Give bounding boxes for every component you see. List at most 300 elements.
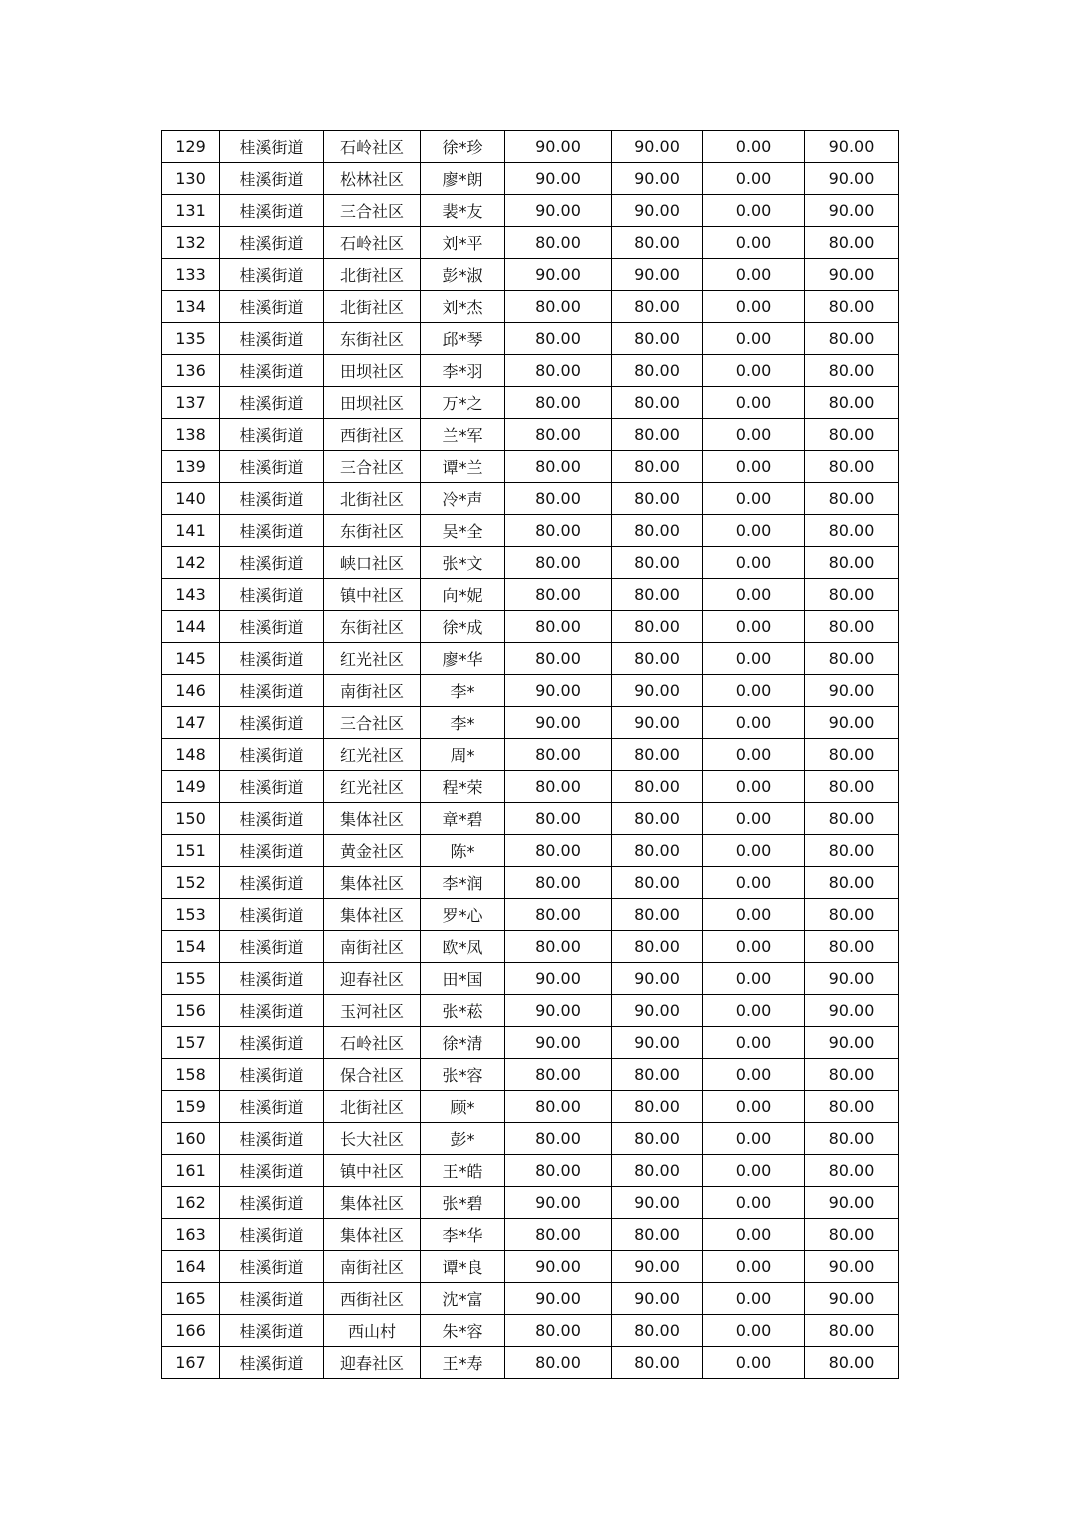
amount-cell-4: 90.00 — [805, 195, 899, 227]
community-cell: 东街社区 — [324, 611, 421, 643]
row-number-cell: 146 — [162, 675, 220, 707]
amount-cell-1: 80.00 — [505, 739, 612, 771]
amount-cell-3: 0.00 — [703, 707, 805, 739]
amount-cell-4: 80.00 — [805, 1091, 899, 1123]
row-number-cell: 150 — [162, 803, 220, 835]
amount-cell-2: 80.00 — [612, 931, 703, 963]
row-number-cell: 144 — [162, 611, 220, 643]
name-cell: 张*容 — [421, 1059, 505, 1091]
amount-cell-2: 80.00 — [612, 771, 703, 803]
amount-cell-2: 80.00 — [612, 1219, 703, 1251]
street-cell: 桂溪街道 — [220, 899, 324, 931]
community-cell: 西山村 — [324, 1315, 421, 1347]
name-cell: 朱*容 — [421, 1315, 505, 1347]
data-table — [161, 130, 899, 1379]
table-row — [162, 483, 899, 515]
amount-cell-2: 90.00 — [612, 675, 703, 707]
amount-cell-3: 0.00 — [703, 483, 805, 515]
amount-cell-4: 80.00 — [805, 355, 899, 387]
community-cell: 三合社区 — [324, 195, 421, 227]
amount-cell-3: 0.00 — [703, 323, 805, 355]
amount-cell-2: 80.00 — [612, 483, 703, 515]
amount-cell-1: 90.00 — [505, 707, 612, 739]
amount-cell-4: 90.00 — [805, 963, 899, 995]
amount-cell-2: 80.00 — [612, 515, 703, 547]
table-row — [162, 1315, 899, 1347]
amount-cell-4: 90.00 — [805, 995, 899, 1027]
amount-cell-3: 0.00 — [703, 227, 805, 259]
community-cell: 田坝社区 — [324, 355, 421, 387]
name-cell: 刘*平 — [421, 227, 505, 259]
amount-cell-1: 90.00 — [505, 995, 612, 1027]
amount-cell-2: 80.00 — [612, 1315, 703, 1347]
row-number-cell: 156 — [162, 995, 220, 1027]
name-cell: 徐*珍 — [421, 131, 505, 163]
name-cell: 向*妮 — [421, 579, 505, 611]
table-row — [162, 771, 899, 803]
amount-cell-4: 80.00 — [805, 1219, 899, 1251]
amount-cell-4: 90.00 — [805, 707, 899, 739]
community-cell: 玉河社区 — [324, 995, 421, 1027]
table-row — [162, 291, 899, 323]
amount-cell-1: 80.00 — [505, 291, 612, 323]
amount-cell-2: 80.00 — [612, 835, 703, 867]
community-cell: 集体社区 — [324, 899, 421, 931]
street-cell: 桂溪街道 — [220, 1123, 324, 1155]
street-cell: 桂溪街道 — [220, 483, 324, 515]
amount-cell-1: 80.00 — [505, 803, 612, 835]
name-cell: 彭* — [421, 1123, 505, 1155]
amount-cell-3: 0.00 — [703, 1347, 805, 1379]
table-row — [162, 227, 899, 259]
amount-cell-2: 80.00 — [612, 323, 703, 355]
amount-cell-4: 80.00 — [805, 835, 899, 867]
name-cell: 张*文 — [421, 547, 505, 579]
amount-cell-3: 0.00 — [703, 1091, 805, 1123]
street-cell: 桂溪街道 — [220, 1091, 324, 1123]
street-cell: 桂溪街道 — [220, 867, 324, 899]
street-cell: 桂溪街道 — [220, 963, 324, 995]
amount-cell-4: 80.00 — [805, 867, 899, 899]
street-cell: 桂溪街道 — [220, 995, 324, 1027]
street-cell: 桂溪街道 — [220, 451, 324, 483]
amount-cell-1: 80.00 — [505, 1059, 612, 1091]
amount-cell-1: 80.00 — [505, 867, 612, 899]
table-row — [162, 387, 899, 419]
name-cell: 顾* — [421, 1091, 505, 1123]
street-cell: 桂溪街道 — [220, 1283, 324, 1315]
amount-cell-2: 80.00 — [612, 739, 703, 771]
community-cell: 南街社区 — [324, 931, 421, 963]
amount-cell-1: 90.00 — [505, 963, 612, 995]
community-cell: 迎春社区 — [324, 963, 421, 995]
community-cell: 红光社区 — [324, 771, 421, 803]
amount-cell-1: 80.00 — [505, 419, 612, 451]
community-cell: 迎春社区 — [324, 1347, 421, 1379]
community-cell: 西街社区 — [324, 419, 421, 451]
amount-cell-1: 80.00 — [505, 771, 612, 803]
row-number-cell: 158 — [162, 1059, 220, 1091]
row-number-cell: 165 — [162, 1283, 220, 1315]
amount-cell-4: 80.00 — [805, 227, 899, 259]
community-cell: 镇中社区 — [324, 1155, 421, 1187]
row-number-cell: 167 — [162, 1347, 220, 1379]
amount-cell-4: 80.00 — [805, 931, 899, 963]
name-cell: 冷*声 — [421, 483, 505, 515]
community-cell: 北街社区 — [324, 483, 421, 515]
community-cell: 东街社区 — [324, 323, 421, 355]
street-cell: 桂溪街道 — [220, 579, 324, 611]
amount-cell-4: 90.00 — [805, 259, 899, 291]
row-number-cell: 131 — [162, 195, 220, 227]
street-cell: 桂溪街道 — [220, 163, 324, 195]
amount-cell-3: 0.00 — [703, 803, 805, 835]
amount-cell-2: 80.00 — [612, 867, 703, 899]
community-cell: 集体社区 — [324, 867, 421, 899]
row-number-cell: 137 — [162, 387, 220, 419]
amount-cell-4: 80.00 — [805, 1059, 899, 1091]
amount-cell-2: 80.00 — [612, 899, 703, 931]
table-row — [162, 963, 899, 995]
name-cell: 沈*富 — [421, 1283, 505, 1315]
street-cell: 桂溪街道 — [220, 1187, 324, 1219]
street-cell: 桂溪街道 — [220, 387, 324, 419]
amount-cell-3: 0.00 — [703, 611, 805, 643]
table-row — [162, 1187, 899, 1219]
amount-cell-2: 80.00 — [612, 803, 703, 835]
amount-cell-4: 90.00 — [805, 1027, 899, 1059]
amount-cell-2: 90.00 — [612, 1283, 703, 1315]
community-cell: 北街社区 — [324, 291, 421, 323]
amount-cell-2: 80.00 — [612, 355, 703, 387]
amount-cell-1: 80.00 — [505, 387, 612, 419]
row-number-cell: 138 — [162, 419, 220, 451]
amount-cell-1: 90.00 — [505, 1027, 612, 1059]
community-cell: 红光社区 — [324, 739, 421, 771]
community-cell: 镇中社区 — [324, 579, 421, 611]
table-row — [162, 1155, 899, 1187]
amount-cell-2: 80.00 — [612, 291, 703, 323]
name-cell: 陈* — [421, 835, 505, 867]
amount-cell-3: 0.00 — [703, 1251, 805, 1283]
street-cell: 桂溪街道 — [220, 611, 324, 643]
community-cell: 松林社区 — [324, 163, 421, 195]
amount-cell-3: 0.00 — [703, 1059, 805, 1091]
street-cell: 桂溪街道 — [220, 259, 324, 291]
amount-cell-1: 80.00 — [505, 611, 612, 643]
table-row — [162, 1123, 899, 1155]
amount-cell-3: 0.00 — [703, 995, 805, 1027]
street-cell: 桂溪街道 — [220, 771, 324, 803]
name-cell: 李*华 — [421, 1219, 505, 1251]
street-cell: 桂溪街道 — [220, 1059, 324, 1091]
amount-cell-3: 0.00 — [703, 1219, 805, 1251]
amount-cell-1: 80.00 — [505, 483, 612, 515]
row-number-cell: 162 — [162, 1187, 220, 1219]
name-cell: 裴*友 — [421, 195, 505, 227]
amount-cell-4: 80.00 — [805, 803, 899, 835]
street-cell: 桂溪街道 — [220, 643, 324, 675]
street-cell: 桂溪街道 — [220, 931, 324, 963]
street-cell: 桂溪街道 — [220, 419, 324, 451]
table-row — [162, 515, 899, 547]
name-cell: 李* — [421, 675, 505, 707]
amount-cell-2: 80.00 — [612, 547, 703, 579]
amount-cell-3: 0.00 — [703, 1283, 805, 1315]
amount-cell-2: 90.00 — [612, 131, 703, 163]
community-cell: 田坝社区 — [324, 387, 421, 419]
amount-cell-4: 90.00 — [805, 131, 899, 163]
table-row — [162, 195, 899, 227]
row-number-cell: 163 — [162, 1219, 220, 1251]
amount-cell-4: 80.00 — [805, 291, 899, 323]
row-number-cell: 154 — [162, 931, 220, 963]
table-row — [162, 355, 899, 387]
amount-cell-1: 80.00 — [505, 1347, 612, 1379]
name-cell: 欧*凤 — [421, 931, 505, 963]
table-body — [162, 131, 899, 1379]
row-number-cell: 161 — [162, 1155, 220, 1187]
name-cell: 王*寿 — [421, 1347, 505, 1379]
table-row — [162, 1219, 899, 1251]
street-cell: 桂溪街道 — [220, 355, 324, 387]
amount-cell-2: 90.00 — [612, 163, 703, 195]
name-cell: 王*皓 — [421, 1155, 505, 1187]
amount-cell-3: 0.00 — [703, 931, 805, 963]
amount-cell-3: 0.00 — [703, 739, 805, 771]
amount-cell-3: 0.00 — [703, 387, 805, 419]
row-number-cell: 151 — [162, 835, 220, 867]
amount-cell-2: 80.00 — [612, 1091, 703, 1123]
amount-cell-1: 80.00 — [505, 323, 612, 355]
community-cell: 北街社区 — [324, 259, 421, 291]
table-row — [162, 547, 899, 579]
amount-cell-4: 80.00 — [805, 643, 899, 675]
amount-cell-3: 0.00 — [703, 451, 805, 483]
community-cell: 保合社区 — [324, 1059, 421, 1091]
community-cell: 南街社区 — [324, 675, 421, 707]
amount-cell-1: 80.00 — [505, 451, 612, 483]
amount-cell-2: 90.00 — [612, 195, 703, 227]
amount-cell-3: 0.00 — [703, 675, 805, 707]
community-cell: 集体社区 — [324, 803, 421, 835]
name-cell: 彭*淑 — [421, 259, 505, 291]
table-row — [162, 163, 899, 195]
name-cell: 兰*军 — [421, 419, 505, 451]
amount-cell-1: 80.00 — [505, 1091, 612, 1123]
row-number-cell: 166 — [162, 1315, 220, 1347]
amount-cell-4: 80.00 — [805, 515, 899, 547]
name-cell: 谭*兰 — [421, 451, 505, 483]
table-row — [162, 835, 899, 867]
amount-cell-2: 90.00 — [612, 1251, 703, 1283]
street-cell: 桂溪街道 — [220, 1315, 324, 1347]
amount-cell-1: 90.00 — [505, 1187, 612, 1219]
street-cell: 桂溪街道 — [220, 131, 324, 163]
name-cell: 谭*良 — [421, 1251, 505, 1283]
amount-cell-4: 80.00 — [805, 1155, 899, 1187]
name-cell: 徐*成 — [421, 611, 505, 643]
street-cell: 桂溪街道 — [220, 707, 324, 739]
name-cell: 李* — [421, 707, 505, 739]
community-cell: 石岭社区 — [324, 227, 421, 259]
amount-cell-2: 80.00 — [612, 419, 703, 451]
amount-cell-4: 80.00 — [805, 1347, 899, 1379]
table-row — [162, 1251, 899, 1283]
amount-cell-3: 0.00 — [703, 547, 805, 579]
amount-cell-4: 80.00 — [805, 547, 899, 579]
row-number-cell: 141 — [162, 515, 220, 547]
amount-cell-3: 0.00 — [703, 515, 805, 547]
amount-cell-4: 80.00 — [805, 771, 899, 803]
street-cell: 桂溪街道 — [220, 1219, 324, 1251]
amount-cell-1: 80.00 — [505, 1219, 612, 1251]
table-row — [162, 643, 899, 675]
amount-cell-3: 0.00 — [703, 1187, 805, 1219]
row-number-cell: 147 — [162, 707, 220, 739]
table-row — [162, 611, 899, 643]
community-cell: 集体社区 — [324, 1187, 421, 1219]
amount-cell-1: 90.00 — [505, 675, 612, 707]
street-cell: 桂溪街道 — [220, 515, 324, 547]
amount-cell-3: 0.00 — [703, 963, 805, 995]
table-row — [162, 1283, 899, 1315]
community-cell: 石岭社区 — [324, 131, 421, 163]
row-number-cell: 129 — [162, 131, 220, 163]
amount-cell-1: 80.00 — [505, 1123, 612, 1155]
amount-cell-1: 80.00 — [505, 931, 612, 963]
community-cell: 黄金社区 — [324, 835, 421, 867]
row-number-cell: 157 — [162, 1027, 220, 1059]
table-row — [162, 675, 899, 707]
amount-cell-2: 80.00 — [612, 387, 703, 419]
street-cell: 桂溪街道 — [220, 291, 324, 323]
table-row — [162, 259, 899, 291]
amount-cell-3: 0.00 — [703, 131, 805, 163]
amount-cell-2: 80.00 — [612, 579, 703, 611]
amount-cell-3: 0.00 — [703, 1315, 805, 1347]
amount-cell-3: 0.00 — [703, 579, 805, 611]
amount-cell-4: 80.00 — [805, 1123, 899, 1155]
name-cell: 廖*朗 — [421, 163, 505, 195]
name-cell: 章*碧 — [421, 803, 505, 835]
amount-cell-3: 0.00 — [703, 899, 805, 931]
table-row — [162, 579, 899, 611]
amount-cell-2: 80.00 — [612, 611, 703, 643]
street-cell: 桂溪街道 — [220, 1027, 324, 1059]
community-cell: 东街社区 — [324, 515, 421, 547]
name-cell: 万*之 — [421, 387, 505, 419]
amount-cell-4: 80.00 — [805, 451, 899, 483]
name-cell: 张*菘 — [421, 995, 505, 1027]
amount-cell-2: 90.00 — [612, 963, 703, 995]
table-row — [162, 323, 899, 355]
community-cell: 长大社区 — [324, 1123, 421, 1155]
street-cell: 桂溪街道 — [220, 675, 324, 707]
community-cell: 石岭社区 — [324, 1027, 421, 1059]
amount-cell-1: 90.00 — [505, 131, 612, 163]
amount-cell-1: 80.00 — [505, 579, 612, 611]
amount-cell-2: 90.00 — [612, 1027, 703, 1059]
name-cell: 罗*心 — [421, 899, 505, 931]
amount-cell-1: 80.00 — [505, 227, 612, 259]
table-row — [162, 1027, 899, 1059]
amount-cell-3: 0.00 — [703, 355, 805, 387]
amount-cell-4: 80.00 — [805, 323, 899, 355]
community-cell: 集体社区 — [324, 1219, 421, 1251]
name-cell: 李*润 — [421, 867, 505, 899]
row-number-cell: 136 — [162, 355, 220, 387]
amount-cell-4: 80.00 — [805, 611, 899, 643]
street-cell: 桂溪街道 — [220, 1347, 324, 1379]
name-cell: 廖*华 — [421, 643, 505, 675]
amount-cell-1: 80.00 — [505, 643, 612, 675]
document-page — [161, 130, 899, 1379]
amount-cell-4: 90.00 — [805, 1187, 899, 1219]
amount-cell-2: 90.00 — [612, 1187, 703, 1219]
row-number-cell: 140 — [162, 483, 220, 515]
amount-cell-3: 0.00 — [703, 195, 805, 227]
row-number-cell: 132 — [162, 227, 220, 259]
amount-cell-3: 0.00 — [703, 1027, 805, 1059]
community-cell: 南街社区 — [324, 1251, 421, 1283]
street-cell: 桂溪街道 — [220, 835, 324, 867]
street-cell: 桂溪街道 — [220, 323, 324, 355]
street-cell: 桂溪街道 — [220, 1251, 324, 1283]
amount-cell-3: 0.00 — [703, 643, 805, 675]
amount-cell-4: 80.00 — [805, 739, 899, 771]
row-number-cell: 142 — [162, 547, 220, 579]
community-cell: 峡口社区 — [324, 547, 421, 579]
name-cell: 邱*琴 — [421, 323, 505, 355]
row-number-cell: 143 — [162, 579, 220, 611]
row-number-cell: 145 — [162, 643, 220, 675]
row-number-cell: 152 — [162, 867, 220, 899]
name-cell: 周* — [421, 739, 505, 771]
table-row — [162, 131, 899, 163]
amount-cell-2: 90.00 — [612, 707, 703, 739]
community-cell: 三合社区 — [324, 707, 421, 739]
name-cell: 吴*全 — [421, 515, 505, 547]
row-number-cell: 130 — [162, 163, 220, 195]
amount-cell-1: 90.00 — [505, 259, 612, 291]
street-cell: 桂溪街道 — [220, 227, 324, 259]
name-cell: 李*羽 — [421, 355, 505, 387]
amount-cell-4: 90.00 — [805, 675, 899, 707]
amount-cell-3: 0.00 — [703, 867, 805, 899]
table-row — [162, 803, 899, 835]
name-cell: 刘*杰 — [421, 291, 505, 323]
name-cell: 田*国 — [421, 963, 505, 995]
amount-cell-3: 0.00 — [703, 771, 805, 803]
amount-cell-4: 90.00 — [805, 1283, 899, 1315]
table-row — [162, 1091, 899, 1123]
amount-cell-3: 0.00 — [703, 1155, 805, 1187]
table-row — [162, 419, 899, 451]
amount-cell-3: 0.00 — [703, 419, 805, 451]
row-number-cell: 133 — [162, 259, 220, 291]
amount-cell-4: 80.00 — [805, 899, 899, 931]
amount-cell-1: 90.00 — [505, 195, 612, 227]
table-row — [162, 1347, 899, 1379]
row-number-cell: 134 — [162, 291, 220, 323]
table-row — [162, 995, 899, 1027]
amount-cell-3: 0.00 — [703, 1123, 805, 1155]
row-number-cell: 164 — [162, 1251, 220, 1283]
row-number-cell: 149 — [162, 771, 220, 803]
street-cell: 桂溪街道 — [220, 739, 324, 771]
amount-cell-4: 80.00 — [805, 483, 899, 515]
